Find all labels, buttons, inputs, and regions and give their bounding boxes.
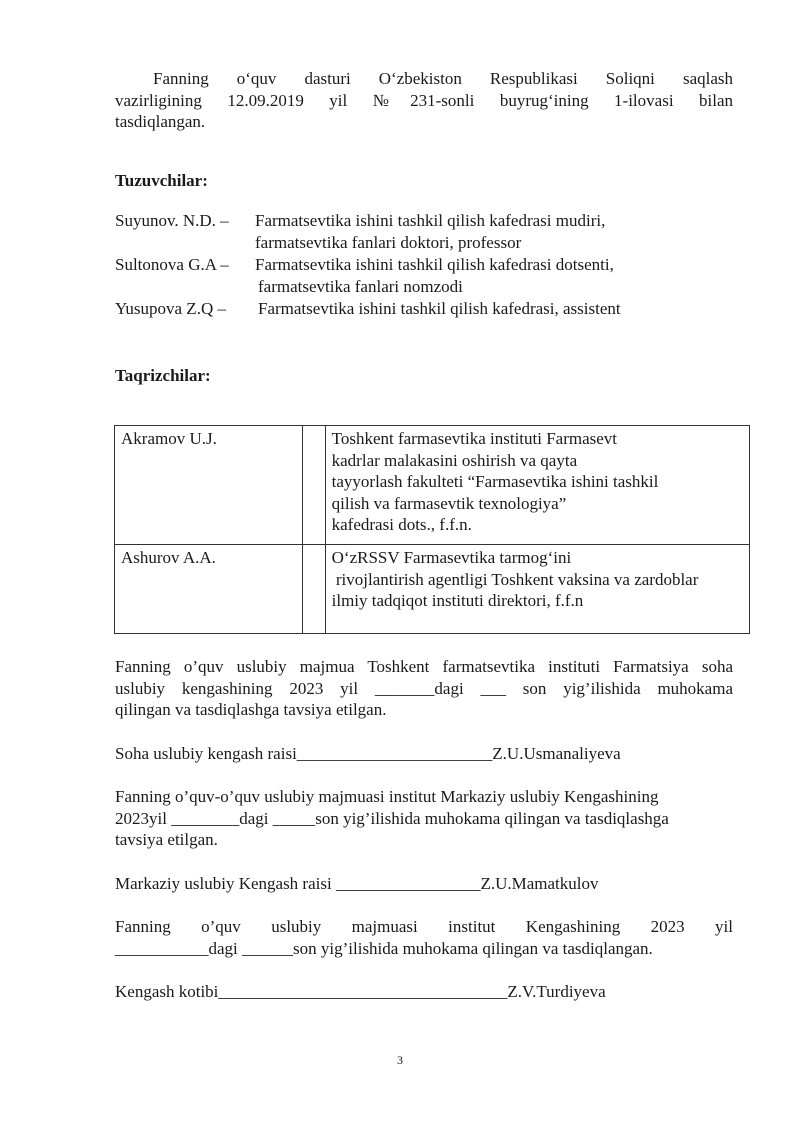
table-row <box>115 426 750 545</box>
intro-line-2: vazirligining 12.09.2019 yil №231-sonli buyrug‘ining 1-ilovasi bilan <box>115 90 733 110</box>
compiler-desc-line-1: Farmatsevtika ishini tashkil qilish kafedrasi dotsenti, <box>255 255 614 274</box>
page-number: 3 <box>397 1053 403 1067</box>
table-spacer-cell <box>302 426 325 545</box>
compiler-row <box>115 210 606 232</box>
reviewers-heading: Taqrizchilar: <box>115 366 211 385</box>
reviewer-name: Ashurov A.A. <box>115 545 303 634</box>
affiliation-line: tayyorlash fakulteti “Farmasevtika ishini tashkil <box>331 472 659 491</box>
approval-line: uslubiy kengashining 2023 yil _______dagi ___ son yig’ilishida muhokama <box>115 678 733 698</box>
reviewer-affiliation <box>325 545 749 634</box>
approval-line: ___________dagi ______son yig’ilishida muhokama qilingan va tasdiqlangan. <box>115 938 653 958</box>
approval-line: 2023yil ________dagi _____son yig’ilishida muhokama qilingan va tasdiqlashga <box>115 808 669 828</box>
affiliation-line: rivojlantirish agentligi Toshkent vaksina va zardoblar <box>331 569 699 589</box>
affiliation-line: kafedrasi dots., f.f.n. <box>331 515 472 534</box>
affiliation-line: O‘zRSSV Farmasevtika tarmog‘ini <box>331 548 572 567</box>
approval-line: Fanning o’quv uslubiy majmua Toshkent farmatsevtika instituti Farmatsiya soha <box>115 657 733 676</box>
compilers-heading: Tuzuvchilar: <box>115 171 208 190</box>
signature-line-3: Kengash kotibi__________________________________Z.V.Turdiyeva <box>115 982 606 1001</box>
compiler-name: Suyunov. N.D. – <box>115 211 229 230</box>
approval-paragraph-3 <box>115 916 733 959</box>
reviewers-table <box>114 425 750 634</box>
affiliation-line: Toshkent farmasevtika instituti Farmasevt <box>331 429 618 448</box>
approval-line: tavsiya etilgan. <box>115 830 218 849</box>
reviewer-affiliation <box>325 426 749 545</box>
compiler-desc-line-2: farmatsevtika fanlari doktori, professor <box>255 233 522 252</box>
compiler-name: Sultonova G.A – <box>115 255 229 274</box>
table-spacer-cell <box>302 545 325 634</box>
intro-line-1: Fanning o‘quv dasturi O‘zbekiston Respublikasi Soliqni saqlash <box>153 69 733 88</box>
compiler-row <box>115 254 614 276</box>
affiliation-line: ilmiy tadqiqot instituti direktori, f.f.n <box>331 591 584 610</box>
approval-paragraph-2 <box>115 786 745 851</box>
table-row <box>115 545 750 634</box>
affiliation-line: qilish va farmasevtik texnologiya” <box>331 493 567 513</box>
compiler-desc-line-1: Farmatsevtika ishini tashkil qilish kafedrasi mudiri, <box>255 211 606 230</box>
compiler-name: Yusupova Z.Q – <box>115 299 226 318</box>
compiler-desc-line-2: farmatsevtika fanlari nomzodi <box>258 277 463 296</box>
intro-paragraph <box>115 68 733 133</box>
compiler-desc-line-1: Farmatsevtika ishini tashkil qilish kafedrasi, assistent <box>258 299 621 318</box>
affiliation-line: kadrlar malakasini oshirish va qayta <box>331 450 578 470</box>
approval-paragraph-1 <box>115 656 733 721</box>
approval-line: Fanning o’quv uslubiy majmuasi institut Kengashining 2023 yil <box>115 917 733 936</box>
intro-line-3: tasdiqlangan. <box>115 112 206 131</box>
signature-line-1: Soha uslubiy kengash raisi_______________________Z.U.Usmanaliyeva <box>115 744 621 763</box>
reviewer-name: Akramov U.J. <box>115 426 303 545</box>
compiler-row <box>115 298 621 320</box>
approval-line: qilingan va tasdiqlashga tavsiya etilgan. <box>115 700 387 719</box>
signature-line-2: Markaziy uslubiy Kengash raisi _________________Z.U.Mamatkulov <box>115 874 599 893</box>
approval-line: Fanning o’quv-o’quv uslubiy majmuasi institut Markaziy uslubiy Kengashining <box>115 787 659 806</box>
